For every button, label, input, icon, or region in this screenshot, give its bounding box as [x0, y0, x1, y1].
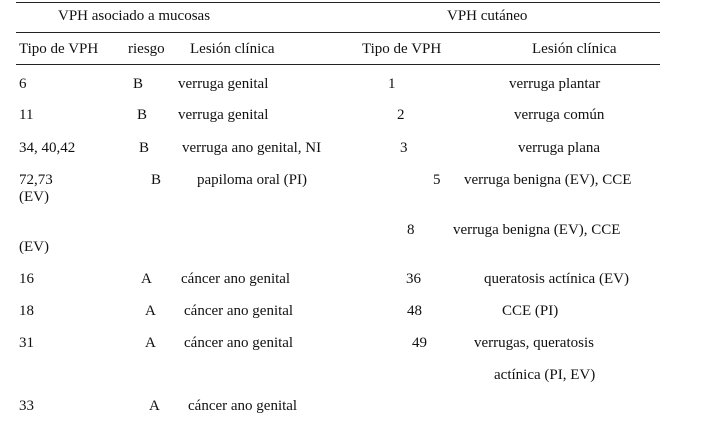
cell-riesgo: A — [145, 335, 156, 351]
cell-tipo-cutaneous: 5 — [433, 172, 441, 188]
cell-lesion-mucosal: cáncer ano genital — [188, 398, 298, 414]
cell-lesion-mucosal: papiloma oral (PI) — [197, 172, 307, 188]
cell-tipo-cutaneous: 3 — [400, 140, 408, 156]
cell-riesgo: B — [137, 107, 148, 123]
cell-riesgo: A — [141, 271, 152, 287]
cell-tipo-mucosal: 31 — [19, 335, 34, 351]
cell-lesion-cutaneous: verruga benigna (EV), CCE — [453, 222, 621, 238]
cell-tipo-mucosal: 18 — [19, 303, 34, 319]
column-header-riesgo: riesgo — [128, 41, 165, 57]
header-divider-rule — [16, 32, 660, 33]
cell-lesion-cutaneous: queratosis actínica (EV) — [484, 271, 629, 287]
cell-tipo-cutaneous: 48 — [407, 303, 422, 319]
cell-lesion-mucosal: cáncer ano genital — [181, 271, 291, 287]
cell-tipo-cutaneous: 36 — [406, 271, 421, 287]
cell-riesgo: B — [151, 172, 162, 188]
cell-tipo-mucosal: (EV) — [19, 239, 49, 255]
group-header-cutaneous: VPH cutáneo — [447, 8, 528, 24]
cell-tipo-cutaneous: 1 — [388, 76, 396, 92]
cell-lesion-mucosal: cáncer ano genital — [184, 303, 294, 319]
cell-tipo-cutaneous: 49 — [412, 335, 427, 351]
cell-riesgo: A — [145, 303, 156, 319]
cell-riesgo: A — [149, 398, 160, 414]
cell-lesion-cutaneous-continuation: actínica (PI, EV) — [494, 367, 596, 383]
cell-lesion-cutaneous: verruga plantar — [509, 76, 601, 92]
cell-lesion-cutaneous: verruga plana — [518, 140, 601, 156]
subheader-divider-rule — [16, 64, 660, 65]
cell-lesion-cutaneous: CCE (PI) — [502, 303, 559, 319]
cell-tipo-mucosal: 11 — [19, 107, 34, 123]
group-header-mucosal: VPH asociado a mucosas — [58, 8, 211, 24]
cell-lesion-mucosal: verruga genital — [178, 76, 269, 92]
column-header-lesion-mucosal: Lesión clínica — [190, 41, 275, 57]
cell-tipo-mucosal: 6 — [19, 76, 27, 92]
cell-tipo-mucosal: 72,73 — [19, 172, 53, 188]
cell-lesion-cutaneous: verruga común — [514, 107, 605, 123]
cell-tipo-mucosal-continuation: (EV) — [19, 189, 49, 205]
table-top-rule — [16, 2, 660, 3]
cell-tipo-cutaneous: 2 — [397, 107, 405, 123]
cell-tipo-cutaneous: 8 — [407, 222, 415, 238]
cell-tipo-mucosal: 33 — [19, 398, 34, 414]
cell-lesion-mucosal: verruga genital — [178, 107, 269, 123]
column-header-tipo-cutaneous: Tipo de VPH — [362, 41, 442, 57]
cell-riesgo: B — [133, 76, 144, 92]
cell-tipo-mucosal: 16 — [19, 271, 34, 287]
cell-lesion-mucosal: cáncer ano genital — [184, 335, 294, 351]
column-header-lesion-cutaneous: Lesión clínica — [532, 41, 617, 57]
cell-tipo-mucosal: 34, 40,42 — [19, 140, 76, 156]
column-header-tipo-mucosal: Tipo de VPH — [19, 41, 99, 57]
cell-lesion-cutaneous: verruga benigna (EV), CCE — [464, 172, 632, 188]
cell-lesion-mucosal: verruga ano genital, NI — [182, 140, 322, 156]
cell-riesgo: B — [139, 140, 150, 156]
cell-lesion-cutaneous: verrugas, queratosis — [474, 335, 594, 351]
